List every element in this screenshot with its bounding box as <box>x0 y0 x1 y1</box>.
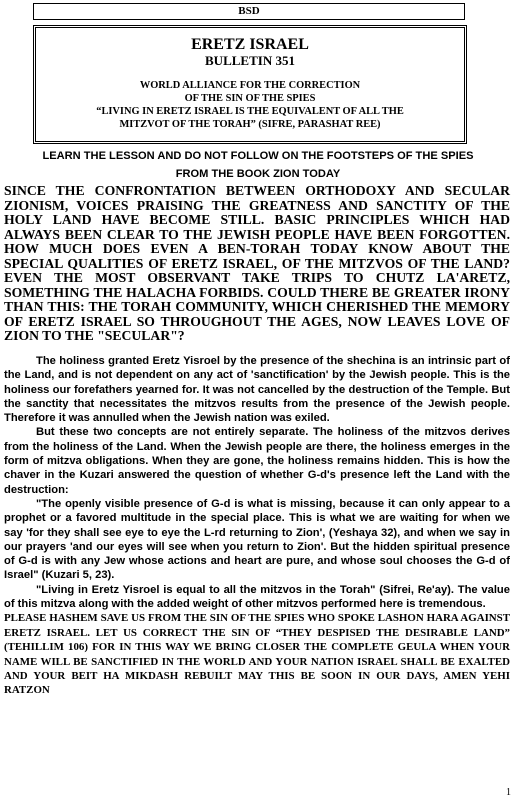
lesson-heading: LEARN THE LESSON AND DO NOT FOLLOW ON THE FOOTSTEPS OF THE SPIES <box>42 150 474 162</box>
bulletin-title: ERETZ ISRAEL <box>191 36 309 53</box>
bsd-box <box>33 3 465 20</box>
subtitle-line: MITZVOT OF THE TORAH” (SIFRE, PARASHAT REE) <box>119 119 381 130</box>
subtitle-line: “LIVING IN ERETZ ISRAEL IS THE EQUIVALENT OF ALL THE <box>96 106 404 117</box>
subtitle-line: OF THE SIN OF THE SPIES <box>184 93 316 104</box>
bulletin-subtitle <box>36 79 464 131</box>
closing-prayer: PLEASE HASHEM SAVE US FROM THE SIN OF THE SPIES WHO SPOKE LASHON HARA AGAINST ERETZ ISRAEL. LET US CORRECT THE SIN OF “THEY DESPISED THE DESIRABLE LAND” (TEHILLIM 106) FOR IN THIS WAY WE BRING CLOSER THE COMPLETE GEULA WHEN YOUR NAME WILL BE SANCTIFIED IN THE WORLD AND YOUR NATION ISRAEL SHALL BE EXALTED AND YOUR BEIT HA MIKDASH REBUILT MAY THIS BE SOON IN OUR DAYS, AMEN YEHI RATZON <box>4 612 510 697</box>
subtitle-line: WORLD ALLIANCE FOR THE CORRECTION <box>139 80 361 91</box>
bsd-label: BSD <box>238 5 260 17</box>
bulletin-header <box>33 25 467 144</box>
body-paragraph: "Living in Eretz Yisroel is equal to all the mitzvos in the Torah" (Sifrei, Re'ay). The value of this mitzva along with the added weight of other mitzvos performed here is tremendous. <box>4 583 510 611</box>
body-paragraph: "The openly visible presence of G-d is what is missing, because it can only appear to a prophet or a favored multitude in the special place. This is what we are waiting for when we say 'for they shall see eye to eye the L-rd returning to Zion', (Yeshaya 32), and when we say in our prayers 'and our eyes will see when you return to Zion'. But the hidden spiritual presence of G-d is with any Jew whose actions and heart are pure, and whose soul chooses the G-d of Israel" (Kuzari 5, 23). <box>4 497 510 582</box>
intro-paragraph: SINCE THE CONFRONTATION BETWEEN ORTHODOXY AND SECULAR ZIONISM, VOICES PRAISING THE GREATNESS AND SANCTITY OF THE HOLY LAND HAVE BECOME STILL. BASIC PRINCIPLES WHICH HAD ALWAYS BEEN CLEAR TO THE JEWISH PEOPLE HAVE BEEN FORGOTTEN. HOW MUCH DOES EVEN A BEN-TORAH TODAY KNOW ABOUT THE SPECIAL QUALITIES OF ERETZ ISRAEL, OF THE MITZVOS OF THE LAND? EVEN THE MOST OBSERVANT TAKE TRIPS TO CHUTZ LA'ARETZ, SOMETHING THE HALACHA FORBIDS. COULD THERE BE GREATER IRONY THAN THIS: THE TORAH COMMUNITY, WHICH CHERISHED THE MEMORY OF ERETZ ISRAEL SO THROUGHOUT THE AGES, NOW LEAVES LOVE OF ZION TO THE "SECULAR"? <box>4 183 510 343</box>
body-paragraph: The holiness granted Eretz Yisroel by the presence of the shechina is an intrinsic part of the Land, and is not dependent on any act of 'sanctification' by the Jewish people. This is the holiness our forefathers yearned for. It was not cancelled by the destruction of the Temple. But the sanctity that necessitates the mitzvos results from the presence of the Jewish people. Therefore it was annulled when the Jewish nation was exiled. <box>4 355 510 425</box>
source-heading: FROM THE BOOK ZION TODAY <box>175 168 341 180</box>
bulletin-number: BULLETIN 351 <box>205 53 295 68</box>
body-paragraph: But these two concepts are not entirely separate. The holiness of the mitzvos derives from the holiness of the Land. When the Jewish people are there, the holiness emerges in the form of mitzva obligations. When they are gone, the holiness remains hidden. This is how the chaver in the Kuzari answered the question of whether G-d's presence left the Land with the destruction: <box>4 426 510 496</box>
article-body <box>4 354 510 698</box>
page-number: 1 <box>506 787 511 798</box>
